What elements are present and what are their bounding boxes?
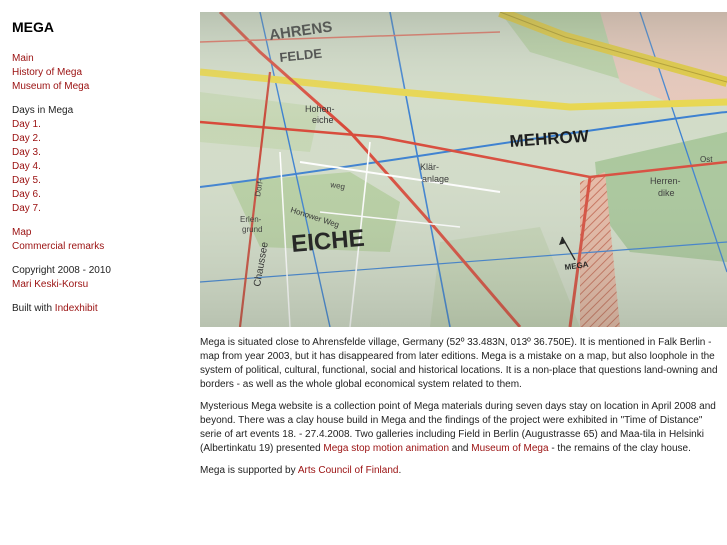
support-end: .: [398, 465, 402, 476]
main-content: [200, 12, 727, 486]
nav-day-6-link[interactable]: Day 6.: [12, 189, 41, 200]
nav-history-link[interactable]: History of Mega: [12, 67, 83, 78]
nav-day-1-link[interactable]: Day 1.: [12, 119, 41, 130]
article-text: [200, 336, 727, 478]
intro-paragraph: Mega is situated close to Ahrensfelde village, Germany (52º 33.483N, 013º 36.750E). It is mentioned in Falk Berlin -map from year 2003, but it has disappeared from later editions. Mega is a mistake on a map, but also loophole in the system of political, cultural, functional, social and historical locations. It is a non-place that questions land-owning and borders - as well as the whole global economical system related to them.: [200, 337, 718, 390]
museum-link[interactable]: Museum of Mega: [471, 443, 549, 454]
and-text: and: [449, 443, 472, 454]
nav-day-5-link[interactable]: Day 5.: [12, 175, 41, 186]
site-title: MEGA: [12, 19, 54, 35]
support-paragraph: [200, 464, 725, 478]
animation-link[interactable]: Mega stop motion animation: [323, 443, 450, 454]
built-with-text: Built with: [12, 303, 55, 314]
main-nav: [12, 52, 192, 94]
website-paragraph: [200, 400, 725, 456]
days-nav: [12, 104, 192, 216]
map-photo: [200, 12, 727, 327]
extra-nav: [12, 226, 192, 254]
nav-day-2-link[interactable]: Day 2.: [12, 133, 41, 144]
nav-day-4-link[interactable]: Day 4.: [12, 161, 41, 172]
nav-museum-link[interactable]: Museum of Mega: [12, 81, 90, 92]
copyright-block: [12, 264, 192, 292]
author-link[interactable]: Mari Keski-Korsu: [12, 279, 89, 290]
arts-council-link[interactable]: Arts Council of Finland: [297, 465, 399, 476]
indexhibit-link[interactable]: Indexhibit: [54, 303, 98, 314]
days-heading: Days in Mega: [12, 105, 74, 116]
nav-commercial-link[interactable]: Commercial remarks: [12, 241, 105, 252]
sidebar: [12, 19, 192, 326]
nav-map-link[interactable]: Map: [12, 227, 32, 238]
website-paragraph-end: - the remains of the clay house.: [548, 443, 691, 454]
built-with: [12, 302, 192, 316]
nav-day-7-link[interactable]: Day 7.: [12, 203, 41, 214]
copyright-text: Copyright 2008 - 2010: [12, 265, 111, 276]
support-text: Mega is supported by: [200, 465, 298, 476]
nav-day-3-link[interactable]: Day 3.: [12, 147, 41, 158]
nav-main-link[interactable]: Main: [12, 53, 34, 64]
website-paragraph-text: Mysterious Mega website is a collection point of Mega materials during seven days stay on location in April 2008 and beyond. There was a clay house build in Mega and the findings of the project were exhibited in "Time of Distance" serie of art events 18. - 27.4.2008. Two galleries including Field in Berlin (Augustrasse 65) and Maa-tila in Helsinki (Albertinkatu 19) presented: [200, 401, 716, 454]
